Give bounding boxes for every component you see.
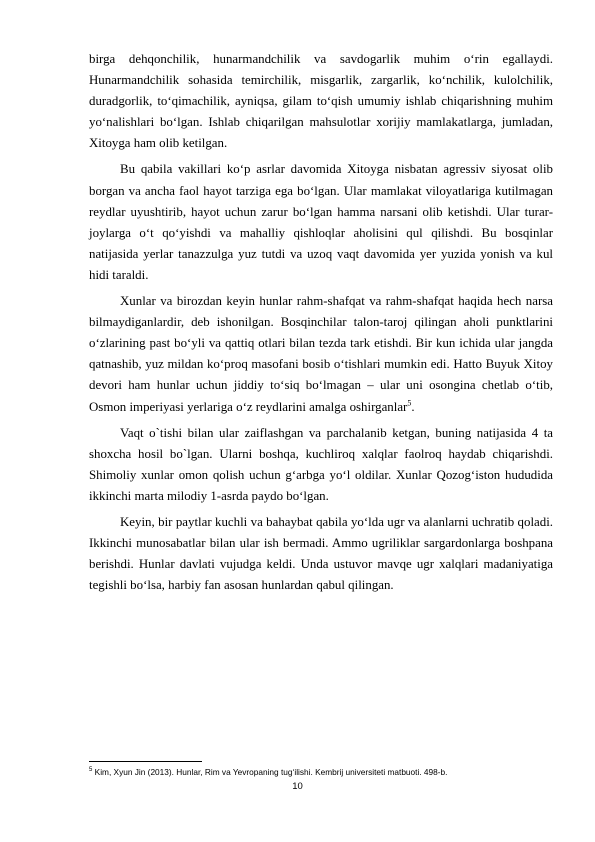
footnote-text: Kim, Xyun Jin (2013). Hunlar, Rim va Yevropaning tug‘ilishi. Kembrij universiteti matbuoti. 498-b. bbox=[94, 767, 448, 777]
page-number: 10 bbox=[292, 781, 303, 792]
paragraph-3-end: . bbox=[411, 399, 415, 414]
footnote-separator bbox=[89, 761, 202, 762]
paragraph-3 bbox=[89, 291, 553, 418]
paragraph-4: Vaqt o`tishi bilan ular zaiflashgan va parchalanib ketgan, buning natijasida 4 ta shoxcha hosil bo`lgan. Ularni boshqa, kuchliroq xalqlar faolroq haydab chiqarishdi. Shimoliy xunlar omon qolish uchun g‘arbga yo‘l oldilar. Xunlar Qozog‘iston hududida ikkinchi marta milodiy 1-asrda paydo bo‘lgan. bbox=[89, 425, 553, 503]
footnote bbox=[89, 767, 559, 778]
body-text bbox=[89, 49, 553, 601]
paragraph-2: Bu qabila vakillari ko‘p asrlar davomida Xitoyga nisbatan agressiv siyosat olib borgan va ancha faol hayot tarziga ega bo‘lgan. Ular mamlakat viloyatlariga kutilmagan reydlar uyushtirib, hayot uchun zarur bo‘lgan hamma narsani olib ketishdi. Ular turar-joylarga o‘t qo‘yishdi va mahalliy qishloqlar aholisini qul qilishdi. Bu bosqinlar natijasida yerlar tanazzulga yuz tutdi va uzoq vaqt davomida yer yuzida yonish va kul hidi taraldi. bbox=[89, 162, 553, 282]
paragraph-3-text: Xunlar va birozdan keyin hunlar rahm-shafqat va rahm-shafqat haqida hech narsa bilmaydiganlardir, deb ishonilgan. Bosqinchilar talon-taroj qilingan aholi punktlarini o‘zlarining past bo‘yli va qattiq otlari bilan tezda tark etishdi. Bir kun ichida ular jangda qatnashib, yuz mildan ko‘proq masofani bosib o‘tishlari mumkin edi. Hatto Buyuk Xitoy devori ham hunlar uchun jiddiy to‘siq bo‘lmagan – ular uni osongina chetlab o‘tib, Osmon imperiyasi yerlariga o‘z reydlarini amalga oshirganlar bbox=[89, 294, 553, 414]
footnote-reference[interactable]: 5 bbox=[407, 398, 412, 408]
footnote-marker: 5 bbox=[89, 767, 93, 774]
paragraph-5: Keyin, bir paytlar kuchli va bahaybat qabila yo‘lda ugr va alanlarni uchratib qoladi. Ikkinchi munosabatlar bilan ular ish bermadi. Ammo ugriliklar sargardonlarga boshpana berishdi. Hunlar davlati vujudga keldi. Unda ustuvor mavqe ugr xalqlari madaniyatiga tegishli bo‘lsa, harbiy fan asosan hunlardan qabul qilingan. bbox=[89, 514, 553, 593]
paragraph-1: birga dehqonchilik, hunarmandchilik va savdogarlik muhim o‘rin egallaydi. Hunarmandchilik sohasida temirchilik, misgarlik, zargarlik, ko‘nchilik, kulolchilik, duradgorlik, to‘qimachilik, ayniqsa, gilam to‘qish umumiy ishlab chiqarishning muhim yo‘nalishlari bo‘lgan. Ishlab chiqarilgan mahsulotlar xorijiy mamlakatlarga, jumladan, Xitoyga ham olib ketilgan. bbox=[89, 52, 553, 151]
